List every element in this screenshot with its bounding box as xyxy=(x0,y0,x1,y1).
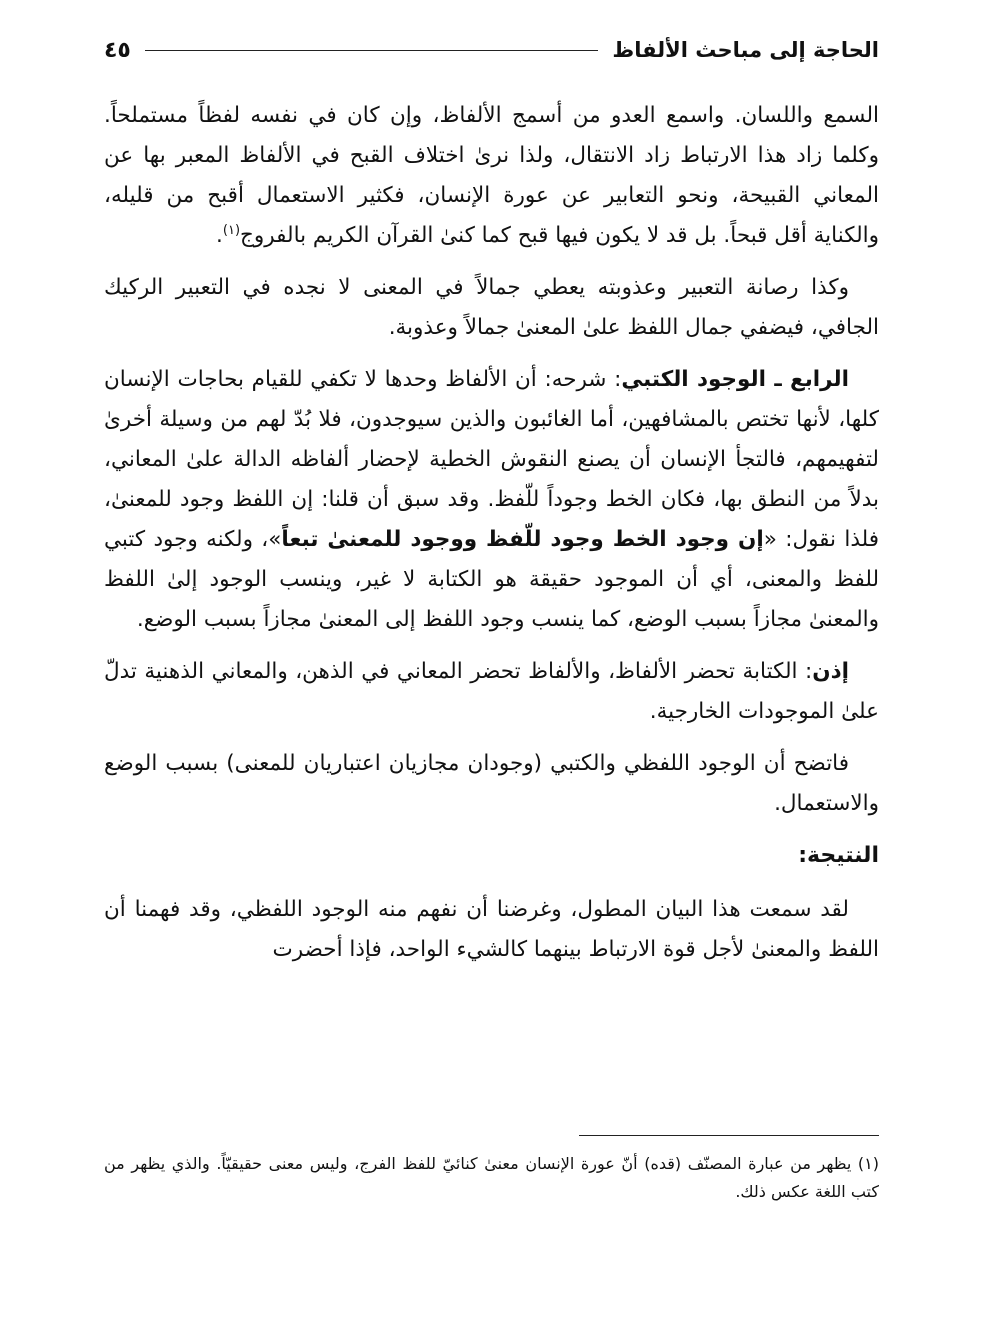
paragraph-5: فاتضح أن الوجود اللفظي والكتبي (وجودان مجازيان اعتباريان للمعنى) بسبب الوضع والاستعمال. xyxy=(104,751,879,816)
paragraph-4-label: إذن xyxy=(812,659,849,684)
page-number: ٤٥ xyxy=(104,37,131,63)
footnote-ref: (١) xyxy=(222,222,241,238)
footnote: (١) يظهر من عبارة المصنّف (قده) أنّ عورة الإنسان معنىٰ كنائيّ للفظ الفرج، وليس معنى حقيقيّاً. والذي يظهر من كتب اللغة عكس ذلك. xyxy=(104,1154,879,1201)
body-text xyxy=(104,96,879,982)
paragraph-3 xyxy=(104,360,879,640)
paragraph-1 xyxy=(104,96,879,256)
running-title: الحاجة إلى مباحث الألفاظ xyxy=(612,38,879,62)
paragraph-1-end: . xyxy=(216,223,223,248)
paragraph-3-label: الرابع ـ الوجود الكتبي xyxy=(621,367,849,392)
paragraph-3-text-a: : شرحه: أن الألفاظ وحدها لا تكفي للقيام بحاجات الإنسان كلها، لأنها تختص بالمشافهين، أما الغائبون والذين سيوجدون، فلا بُدّ لهم من وسيلة أخرىٰ لتفهيمهم، فالتجأ الإنسان أن يصنع النقوش الخطية لإحضار ألفاظه الدالة علىٰ المعاني، بدلاً من النطق بها، فكان الخط وجوداً للّفظ. وقد سبق أن قلنا: إن اللفظ وجود للمعنىٰ، فلذا نقول: « xyxy=(104,367,880,552)
paragraph-3-text-b: »، ولكنه وجود كتبي للفظ والمعنى، أي أن الموجود حقيقة هو الكتابة لا غير، وينسب الوجود إلىٰ اللفظ والمعنىٰ مجازاً بسبب الوضع، كما ينسب وجود اللفظ إلى المعنىٰ مجازاً بسبب الوضع. xyxy=(104,527,879,632)
page-header xyxy=(104,30,879,70)
paragraph-4 xyxy=(104,652,879,732)
paragraph-1-text: السمع واللسان. واسمع العدو من أسمج الألفاظ، وإن كان في نفسه لفظاً مستملحاً. وكلما زاد هذا الارتباط زاد الانتقال، ولذا نرىٰ اختلاف القبح في الألفاظ المعبر بها عن المعاني القبيحة، ونحو التعابير عن عورة الإنسان، فكثير الاستعمال أقبح من قليله، والكناية أقل قبحاً. بل قد لا يكون فيها قبح كما كنىٰ القرآن الكريم بالفروج xyxy=(104,103,879,248)
section-heading: النتيجة: xyxy=(798,843,879,868)
footnote-separator xyxy=(579,1135,879,1136)
paragraph-6: لقد سمعت هذا البيان المطول، وغرضنا أن نفهم منه الوجود اللفظي، وقد فهمنا أن اللفظ والمعنىٰ لأجل قوة الارتباط بينهما كالشيء الواحد، فإذا أحضرت xyxy=(104,897,879,962)
paragraph-2: وكذا رصانة التعبير وعذوبته يعطي جمالاً في المعنى لا نجده في التعبير الركيك الجافي، فيضفي جمال اللفظ علىٰ المعنىٰ جمالاً وعذوبة. xyxy=(104,275,879,340)
paragraph-3-quote: إن وجود الخط وجود للّفظ ووجود للمعنىٰ تبعاً xyxy=(281,527,764,552)
header-rule xyxy=(145,50,599,51)
paragraph-4-text: : الكتابة تحضر الألفاظ، والألفاظ تحضر المعاني في الذهن، والمعاني الذهنية تدلّ علىٰ الموجودات الخارجية. xyxy=(104,659,879,724)
